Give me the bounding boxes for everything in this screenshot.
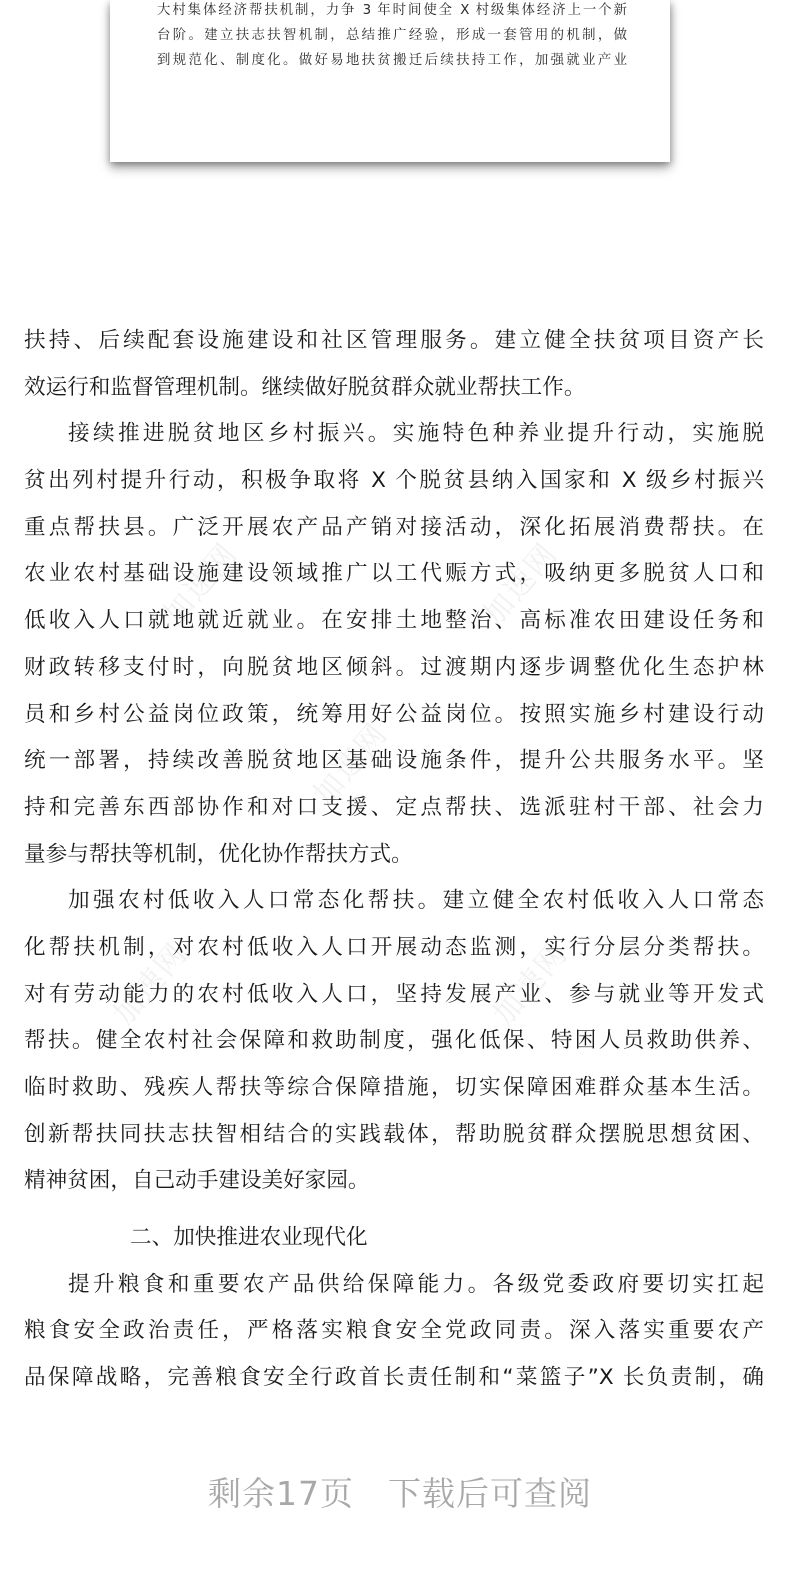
paragraph: [24, 1262, 764, 1402]
watermark: 加速网: [156, 536, 245, 633]
text-line: 扶持、后续配套设施建设和社区管理服务。建立健全扶贫项目资产长: [24, 328, 764, 353]
text-line: 临时救助、残疾人帮扶等综合保障措施，切实保障困难群众基本生活。: [24, 1075, 764, 1100]
text-line: 粮食安全政治责任，严格落实粮食安全党政同责。深入落实重要农产: [24, 1318, 764, 1344]
text-line: 重点帮扶县。广泛开展农产品产销对接活动，深化拓展消费帮扶。在: [24, 514, 764, 540]
text-line: 提升粮食和重要农产品供给保障能力。各级党委政府要切实扛起: [68, 1271, 764, 1297]
download-to-view-label: 下载后可查阅: [388, 1474, 592, 1513]
text-line: 精神贫困，自己动手建设美好家园。: [24, 1168, 370, 1194]
text-line: 财政转移支付时，向脱贫地区倾斜。过渡期内逐步调整优化生态护林: [24, 654, 764, 680]
download-prompt[interactable]: [0, 1468, 800, 1515]
text-line: 贫出列村提升行动，积极争取将 X 个脱贫县纳入国家和 X 级乡村振兴: [24, 468, 764, 494]
section-heading: 二、加快推进农业现代化: [130, 1225, 368, 1251]
text-line: 员和乡村公益岗位政策，统筹用好公益岗位。按照实施乡村建设行动: [24, 701, 764, 727]
text-line: 量参与帮扶等机制，优化协作帮扶方式。: [24, 841, 413, 867]
watermark: 加速网: [306, 716, 395, 813]
text-line: 接续推进脱贫地区乡村振兴。实施特色种养业提升行动，实施脱: [68, 421, 764, 447]
paragraph: [24, 878, 764, 1205]
watermark: 加速网: [476, 536, 565, 633]
text-line: 品保障战略，完善粮食安全行政首长责任制和“菜篮子”X 长负责制，确: [24, 1365, 764, 1391]
watermark: 加速网: [486, 936, 575, 1033]
paragraph: [24, 411, 764, 878]
text-line: 统一部署，持续改善脱贫地区基础设施条件，提升公共服务水平。坚: [24, 748, 764, 774]
text-line: 加强农村低收入人口常态化帮扶。建立健全农村低收入人口常态: [68, 888, 764, 914]
text-line: 持和完善东西部协作和对口支援、定点帮扶、选派驻村干部、社会力: [24, 794, 764, 820]
text-line: 低收入人口就地就近就业。在安排土地整治、高标准农田建设任务和: [24, 608, 764, 634]
preview-text: [157, 0, 627, 73]
text-line: 效运行和监督管理机制。继续做好脱贫群众就业帮扶工作。: [24, 374, 586, 400]
preview-line: 台阶。建立扶志扶智机制，总结推广经验，形成一套管用的机制，做: [157, 28, 627, 43]
preview-line: 大村集体经济帮扶机制，力争 3 年时间使全 X 村级集体经济上一个新: [157, 3, 627, 18]
text-line: 化帮扶机制，对农村低收入人口开展动态监测，实行分层分类帮扶。: [24, 934, 764, 960]
preview-line: 到规范化、制度化。做好易地扶贫搬迁后续扶持工作，加强就业产业: [157, 53, 627, 68]
text-line: 对有劳动能力的农村低收入人口，坚持发展产业、参与就业等开发式: [24, 981, 764, 1007]
text-line: 帮扶。健全农村社会保障和救助制度，强化低保、特困人员救助供养、: [24, 1028, 764, 1054]
paragraph: [24, 318, 764, 411]
text-line: 农业农村基础设施建设领域推广以工代赈方式，吸纳更多脱贫人口和: [24, 561, 764, 587]
document-body: [24, 318, 764, 1402]
document-preview-card: [110, 0, 670, 162]
watermark: 加速网: [106, 936, 195, 1033]
text-line: 创新帮扶同扶志扶智相结合的实践载体，帮助脱贫群众摆脱思想贫困、: [24, 1121, 764, 1147]
remaining-pages-label: 剩余17页: [208, 1474, 354, 1513]
